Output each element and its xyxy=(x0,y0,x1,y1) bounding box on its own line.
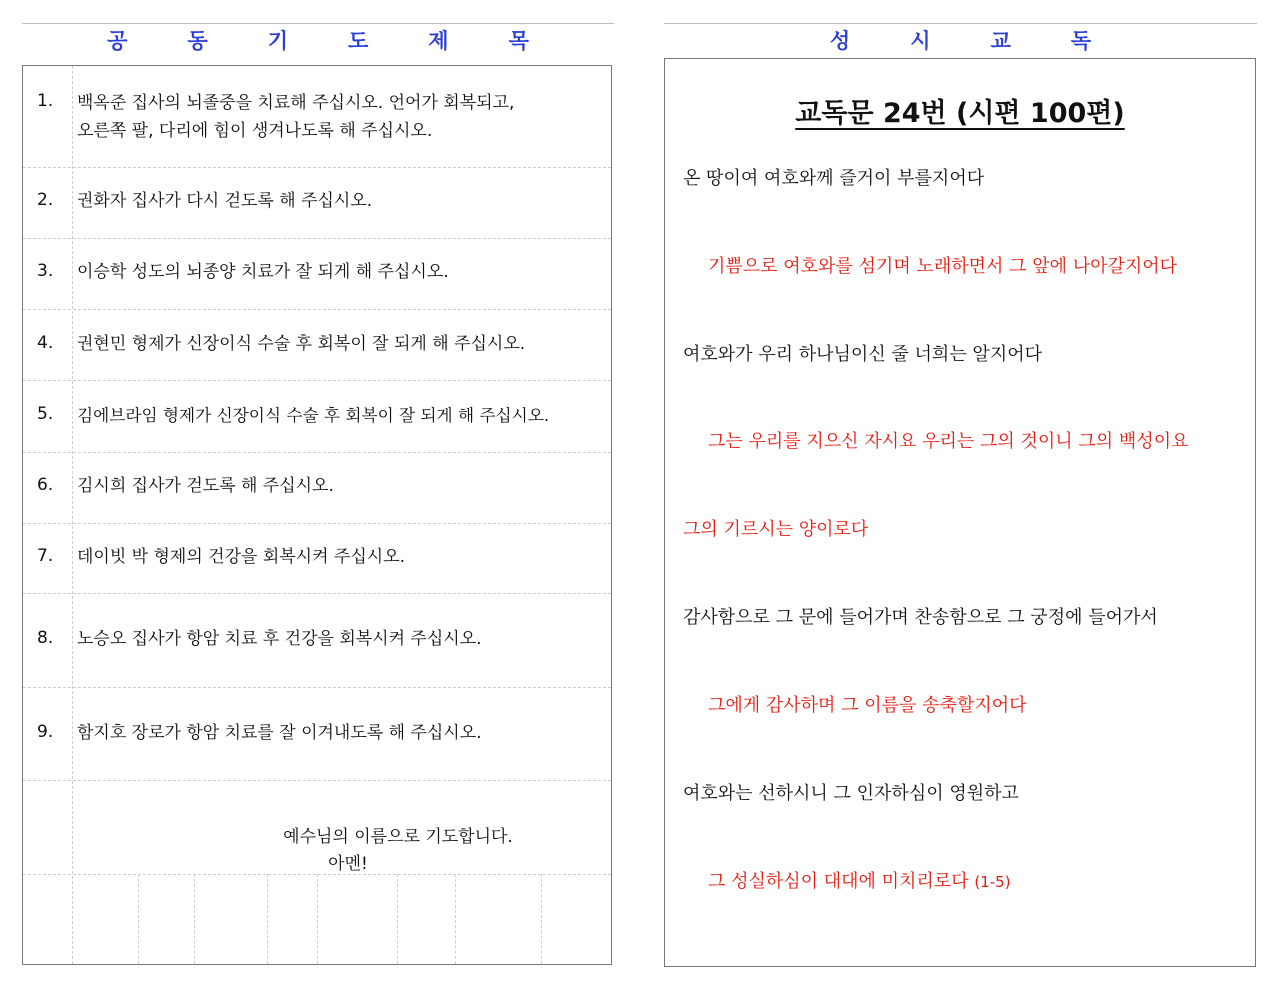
item-number: 4. xyxy=(37,333,54,353)
grid-divider xyxy=(194,874,195,964)
row-divider xyxy=(23,780,611,781)
prayer-heading xyxy=(22,26,614,56)
heading-char: 공 xyxy=(107,29,128,53)
closing-prayer xyxy=(23,824,613,878)
item-number: 2. xyxy=(37,190,54,210)
row-divider xyxy=(23,309,611,310)
row-divider xyxy=(23,238,611,239)
row-divider xyxy=(23,380,611,381)
closing-amen: 아멘! xyxy=(328,854,368,874)
prayer-item-text: 함지호 장로가 항암 치료를 잘 이겨내도록 해 주십시오. xyxy=(77,723,482,743)
heading-char: 기 xyxy=(267,29,288,53)
grid-divider xyxy=(138,874,139,964)
prayer-item-text: 김에브라임 형제가 신장이식 수술 후 회복이 잘 되게 해 주십시오. xyxy=(77,405,550,425)
prayer-item-text: 노승오 집사가 항암 치료 후 건강을 회복시켜 주십시오. xyxy=(77,629,482,649)
row-divider xyxy=(23,452,611,453)
reading-line-congregation: 그의 기르시는 양이로다 xyxy=(683,519,869,540)
row-divider xyxy=(23,523,611,524)
grid-divider xyxy=(397,874,398,964)
prayer-list-panel xyxy=(22,65,612,965)
left-top-rule xyxy=(22,23,614,24)
reading-title-text: 교독문 24번 (시편 100편) xyxy=(795,98,1125,129)
reading-line-congregation: 그에게 감사하며 그 이름을 송축할지어다 xyxy=(708,695,1027,716)
item-number: 9. xyxy=(37,722,54,742)
heading-char: 동 xyxy=(187,29,208,53)
reading-line-leader: 온 땅이여 여호와께 즐거이 부를지어다 xyxy=(683,168,985,189)
reading-line-leader: 여호와가 우리 하나님이신 줄 너희는 알지어다 xyxy=(683,344,1042,365)
grid-divider xyxy=(455,874,456,964)
reading-line-leader: 감사함으로 그 문에 들어가며 찬송함으로 그 궁정에 들어가서 xyxy=(683,607,1158,628)
reading-line-leader: 여호와는 선하시니 그 인자하심이 영원하고 xyxy=(683,783,1019,804)
reading-line-congregation: 그는 우리를 지으신 자시요 우리는 그의 것이니 그의 백성이요 xyxy=(708,431,1189,452)
heading-char: 독 xyxy=(1070,29,1092,53)
reading-line-congregation xyxy=(708,867,1011,893)
prayer-item-text: 김시희 집사가 걷도록 해 주십시오. xyxy=(77,476,334,496)
closing-line: 예수님의 이름으로 기도합니다. xyxy=(283,827,513,847)
item-number: 1. xyxy=(37,91,54,111)
responsive-reading-heading xyxy=(664,26,1257,56)
prayer-item-text: 권화자 집사가 다시 걷도록 해 주십시오. xyxy=(77,191,373,211)
row-divider xyxy=(23,593,611,594)
heading-char: 제 xyxy=(428,29,449,53)
grid-divider xyxy=(317,874,318,964)
grid-divider xyxy=(267,874,268,964)
row-divider xyxy=(23,167,611,168)
reading-line-congregation: 기쁨으로 여호와를 섬기며 노래하면서 그 앞에 나아갈지어다 xyxy=(708,256,1178,277)
grid-divider xyxy=(541,874,542,964)
prayer-item-line: 백옥준 집사의 뇌졸중을 치료해 주십시오. 언어가 회복되고, xyxy=(77,93,515,113)
item-number: 3. xyxy=(37,261,54,281)
reading-title xyxy=(665,91,1255,130)
prayer-item-line: 오른쪽 팔, 다리에 힘이 생겨나도록 해 주십시오. xyxy=(77,121,433,141)
heading-char: 성 xyxy=(829,29,851,53)
heading-char: 도 xyxy=(348,29,369,53)
right-top-rule xyxy=(664,23,1257,24)
item-number: 5. xyxy=(37,404,54,424)
prayer-item-text: 권현민 형제가 신장이식 수술 후 회복이 잘 되게 해 주십시오. xyxy=(77,334,526,354)
prayer-item-text: 데이빗 박 형제의 건강을 회복시켜 주십시오. xyxy=(77,547,406,567)
prayer-item-text xyxy=(77,89,514,145)
reading-line-text: 그 성실하심이 대대에 미치리로다 xyxy=(708,871,969,892)
heading-char: 교 xyxy=(990,29,1011,53)
heading-char: 시 xyxy=(910,29,931,53)
responsive-reading-panel xyxy=(664,58,1256,967)
item-number: 6. xyxy=(37,475,54,495)
item-number: 7. xyxy=(37,546,54,566)
row-divider xyxy=(23,687,611,688)
heading-char: 목 xyxy=(508,29,529,53)
item-number: 8. xyxy=(37,628,54,648)
prayer-item-text: 이승학 성도의 뇌종양 치료가 잘 되게 해 주십시오. xyxy=(77,262,449,282)
verse-reference: (1-5) xyxy=(974,873,1011,891)
